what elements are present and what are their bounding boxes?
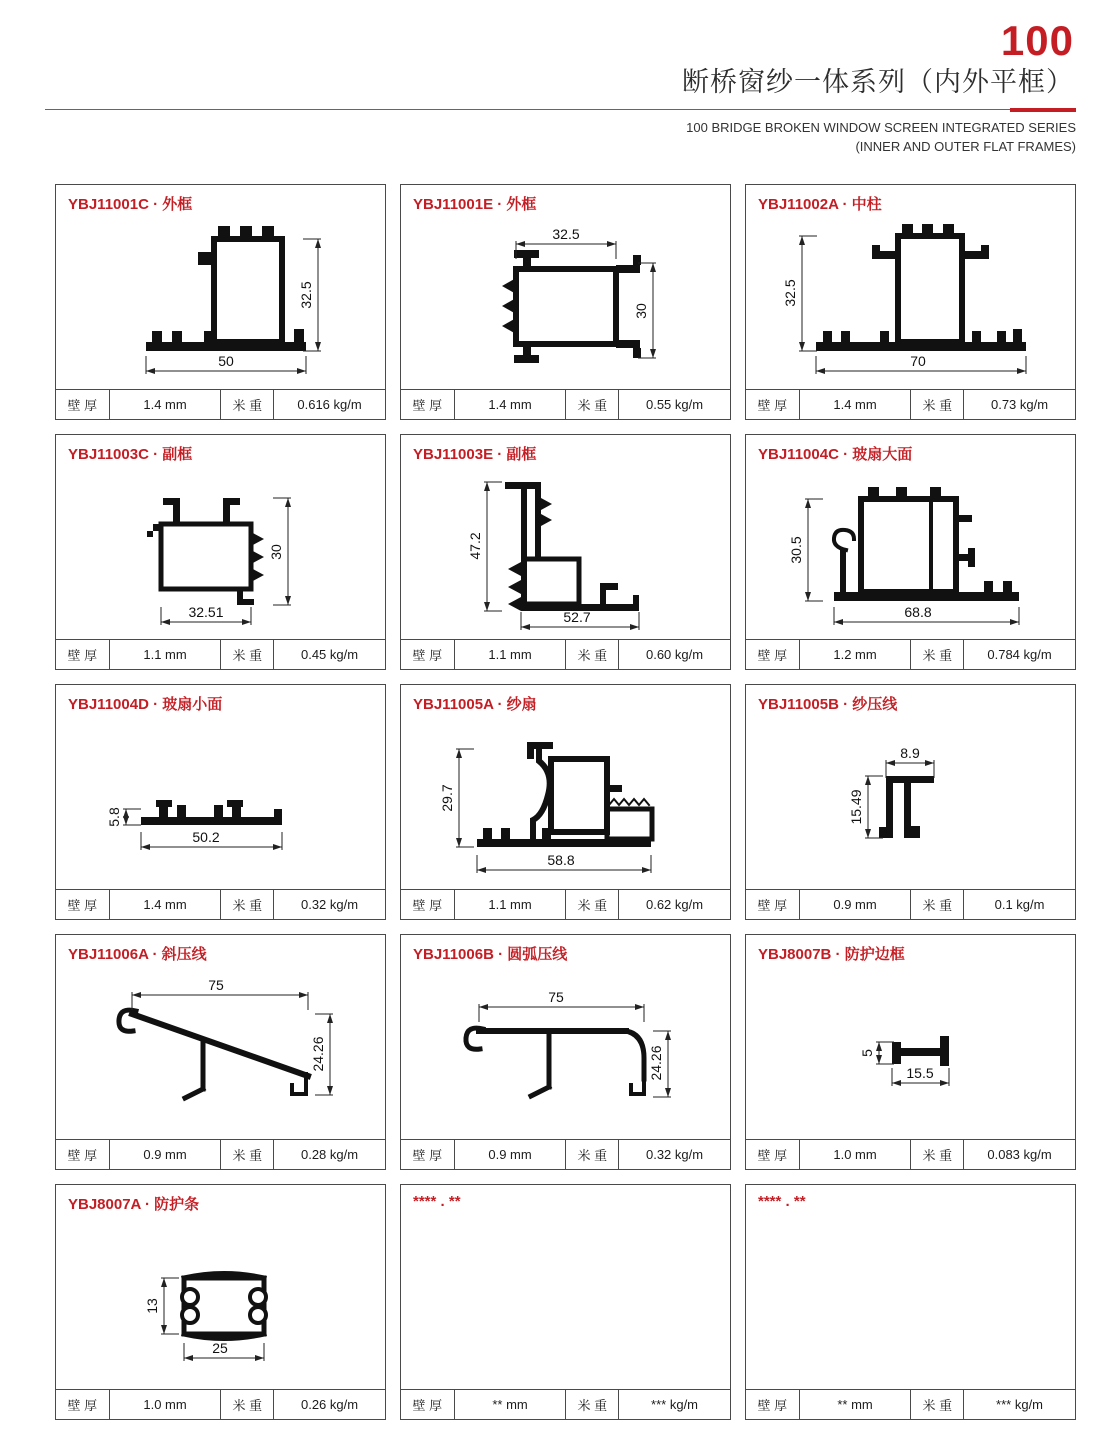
profile-drawing [401, 464, 730, 639]
profile-title: YBJ11002A · 中柱 [758, 195, 882, 213]
meter-weight-value: 0.784 kg/m [963, 640, 1075, 669]
wall-thickness-label: 壁 厚 [67, 1147, 98, 1163]
spec-bar [746, 639, 1075, 669]
profile-cell [745, 684, 1076, 920]
profile-cell [745, 434, 1076, 670]
profile-drawing [56, 964, 385, 1139]
wall-thickness-label: 壁 厚 [67, 1397, 98, 1413]
profile-cell [55, 184, 386, 420]
meter-weight-value: 0.60 kg/m [618, 640, 730, 669]
profile-cell [55, 434, 386, 670]
profile-cell [55, 934, 386, 1170]
wall-thickness-value: 0.9 mm [454, 1140, 566, 1169]
profile-title: YBJ8007B · 防护边框 [758, 945, 905, 963]
spec-bar [746, 1139, 1075, 1169]
profile-title: YBJ11003E · 副框 [413, 445, 537, 463]
profile-title: YBJ11005A · 纱扇 [413, 695, 537, 713]
meter-weight-value: 0.55 kg/m [618, 390, 730, 419]
profile-title: YBJ11006B · 圆弧压线 [413, 945, 568, 963]
wall-thickness-value: 1.1 mm [454, 890, 566, 919]
svg-text:13: 13 [144, 1297, 160, 1314]
profile-drawing [746, 714, 1075, 889]
profile-drawing [56, 1214, 385, 1389]
svg-text:32.51: 32.51 [188, 603, 224, 620]
wall-thickness-value: 1.4 mm [454, 390, 566, 419]
profile-drawing [401, 714, 730, 889]
profile-title: YBJ11001E · 外框 [413, 195, 537, 213]
profile-title: YBJ11004C · 玻扇大面 [758, 445, 913, 463]
svg-text:8.9: 8.9 [900, 744, 920, 761]
page-title-cn: 断桥窗纱一体系列（内外平框） [682, 67, 1074, 97]
profile-drawing [746, 214, 1075, 389]
wall-thickness-label: 壁 厚 [757, 897, 788, 913]
wall-thickness-label: 壁 厚 [67, 897, 98, 913]
wall-thickness-label: 壁 厚 [412, 1397, 443, 1413]
profile-grid [55, 184, 1076, 1420]
page-number: 100 [1000, 17, 1074, 64]
wall-thickness-label: 壁 厚 [412, 1147, 443, 1163]
profile-cell [400, 434, 731, 670]
profile-title: **** . ** [758, 1192, 806, 1210]
spec-bar [56, 1139, 385, 1169]
wall-thickness-value: 1.4 mm [109, 390, 221, 419]
meter-weight-label: 米 重 [910, 1140, 963, 1169]
wall-thickness-label: 壁 厚 [67, 647, 98, 663]
wall-thickness-label: 壁 厚 [757, 647, 788, 663]
svg-text:29.7: 29.7 [439, 784, 455, 812]
profile-title: YBJ11006A · 斜压线 [68, 945, 207, 963]
profile-drawing [56, 714, 385, 889]
meter-weight-value: 0.45 kg/m [273, 640, 385, 669]
meter-weight-label: 米 重 [565, 390, 618, 419]
profile-drawing [56, 214, 385, 389]
spec-bar [746, 389, 1075, 419]
svg-text:50.2: 50.2 [192, 828, 220, 845]
meter-weight-value: 0.1 kg/m [963, 890, 1075, 919]
wall-thickness-value: 1.0 mm [109, 1390, 221, 1419]
meter-weight-label: 米 重 [220, 640, 273, 669]
svg-text:30: 30 [268, 543, 284, 560]
wall-thickness-label: 壁 厚 [67, 397, 98, 413]
meter-weight-value: 0.616 kg/m [273, 390, 385, 419]
wall-thickness-value: 0.9 mm [799, 890, 911, 919]
profile-title: YBJ11001C · 外框 [68, 195, 193, 213]
profile-cell [745, 934, 1076, 1170]
profile-drawing [401, 1210, 730, 1389]
wall-thickness-value: 1.4 mm [109, 890, 221, 919]
wall-thickness-value: 1.0 mm [799, 1140, 911, 1169]
profile-drawing [746, 964, 1075, 1139]
wall-thickness-value: 1.1 mm [109, 640, 221, 669]
spec-bar [56, 639, 385, 669]
meter-weight-label: 米 重 [910, 1390, 963, 1419]
svg-text:24.26: 24.26 [648, 1045, 664, 1081]
meter-weight-label: 米 重 [910, 390, 963, 419]
svg-text:75: 75 [548, 988, 564, 1005]
profile-title: YBJ8007A · 防护条 [68, 1195, 200, 1213]
profile-drawing [746, 1210, 1075, 1389]
spec-bar [401, 1139, 730, 1169]
profile-title: YBJ11004D · 玻扇小面 [68, 695, 223, 713]
svg-text:68.8: 68.8 [904, 603, 932, 620]
profile-drawing [401, 964, 730, 1139]
profile-drawing [401, 214, 730, 389]
spec-bar [56, 889, 385, 919]
spec-bar [401, 389, 730, 419]
meter-weight-label: 米 重 [220, 1390, 273, 1419]
meter-weight-value: 0.083 kg/m [963, 1140, 1075, 1169]
meter-weight-label: 米 重 [220, 890, 273, 919]
meter-weight-label: 米 重 [565, 890, 618, 919]
profile-cell [745, 1184, 1076, 1420]
meter-weight-value: 0.32 kg/m [273, 890, 385, 919]
meter-weight-value: *** kg/m [963, 1390, 1075, 1419]
wall-thickness-label: 壁 厚 [412, 397, 443, 413]
meter-weight-value: *** kg/m [618, 1390, 730, 1419]
svg-text:15.5: 15.5 [906, 1064, 934, 1081]
profile-cell [55, 684, 386, 920]
page-subtitle-en-line2: (INNER AND OUTER FLAT FRAMES) [855, 138, 1076, 154]
meter-weight-label: 米 重 [910, 640, 963, 669]
profile-title: YBJ11003C · 副框 [68, 445, 193, 463]
wall-thickness-label: 壁 厚 [412, 897, 443, 913]
wall-thickness-value: 1.4 mm [799, 390, 911, 419]
spec-bar [56, 1389, 385, 1419]
meter-weight-label: 米 重 [220, 1140, 273, 1169]
profile-cell [400, 1184, 731, 1420]
svg-text:30: 30 [633, 302, 649, 319]
page-subtitle-en-line1: 100 BRIDGE BROKEN WINDOW SCREEN INTEGRATED SERIES [686, 120, 1076, 136]
profile-cell [55, 1184, 386, 1420]
wall-thickness-label: 壁 厚 [757, 1397, 788, 1413]
profile-cell [400, 684, 731, 920]
meter-weight-value: 0.28 kg/m [273, 1140, 385, 1169]
spec-bar [401, 1389, 730, 1419]
meter-weight-label: 米 重 [910, 890, 963, 919]
header-divider-accent [1010, 108, 1076, 112]
wall-thickness-label: 壁 厚 [757, 1147, 788, 1163]
svg-text:15.49: 15.49 [848, 789, 864, 825]
svg-text:24.26: 24.26 [310, 1036, 326, 1072]
profile-title: YBJ11005B · 纱压线 [758, 695, 898, 713]
svg-text:32.5: 32.5 [552, 225, 580, 242]
svg-text:70: 70 [910, 352, 926, 369]
wall-thickness-value: ** mm [799, 1390, 911, 1419]
wall-thickness-value: 0.9 mm [109, 1140, 221, 1169]
svg-text:30.5: 30.5 [788, 536, 804, 564]
wall-thickness-value: ** mm [454, 1390, 566, 1419]
meter-weight-label: 米 重 [565, 640, 618, 669]
wall-thickness-value: 1.2 mm [799, 640, 911, 669]
spec-bar [401, 889, 730, 919]
meter-weight-label: 米 重 [220, 390, 273, 419]
spec-bar [401, 639, 730, 669]
page-header [0, 0, 1100, 157]
meter-weight-value: 0.73 kg/m [963, 390, 1075, 419]
profile-drawing [56, 464, 385, 639]
svg-text:52.7: 52.7 [563, 608, 591, 625]
spec-bar [746, 1389, 1075, 1419]
profile-cell [400, 184, 731, 420]
svg-text:50: 50 [218, 352, 234, 369]
svg-text:25: 25 [212, 1339, 228, 1356]
wall-thickness-value: 1.1 mm [454, 640, 566, 669]
meter-weight-label: 米 重 [565, 1390, 618, 1419]
svg-text:5: 5 [859, 1048, 875, 1057]
svg-text:58.8: 58.8 [547, 851, 575, 868]
meter-weight-value: 0.26 kg/m [273, 1390, 385, 1419]
wall-thickness-label: 壁 厚 [757, 397, 788, 413]
meter-weight-value: 0.62 kg/m [618, 890, 730, 919]
profile-title: **** . ** [413, 1192, 461, 1210]
wall-thickness-label: 壁 厚 [412, 647, 443, 663]
svg-text:75: 75 [208, 976, 224, 993]
spec-bar [746, 889, 1075, 919]
spec-bar [56, 389, 385, 419]
header-divider [45, 109, 1076, 110]
meter-weight-value: 0.32 kg/m [618, 1140, 730, 1169]
svg-text:5.8: 5.8 [106, 807, 122, 827]
profile-cell [400, 934, 731, 1170]
meter-weight-label: 米 重 [565, 1140, 618, 1169]
svg-text:47.2: 47.2 [467, 532, 483, 560]
page-subtitle-en [0, 119, 1076, 157]
svg-text:32.5: 32.5 [298, 281, 314, 309]
profile-drawing [746, 464, 1075, 639]
svg-text:32.5: 32.5 [782, 279, 798, 307]
profile-cell [745, 184, 1076, 420]
